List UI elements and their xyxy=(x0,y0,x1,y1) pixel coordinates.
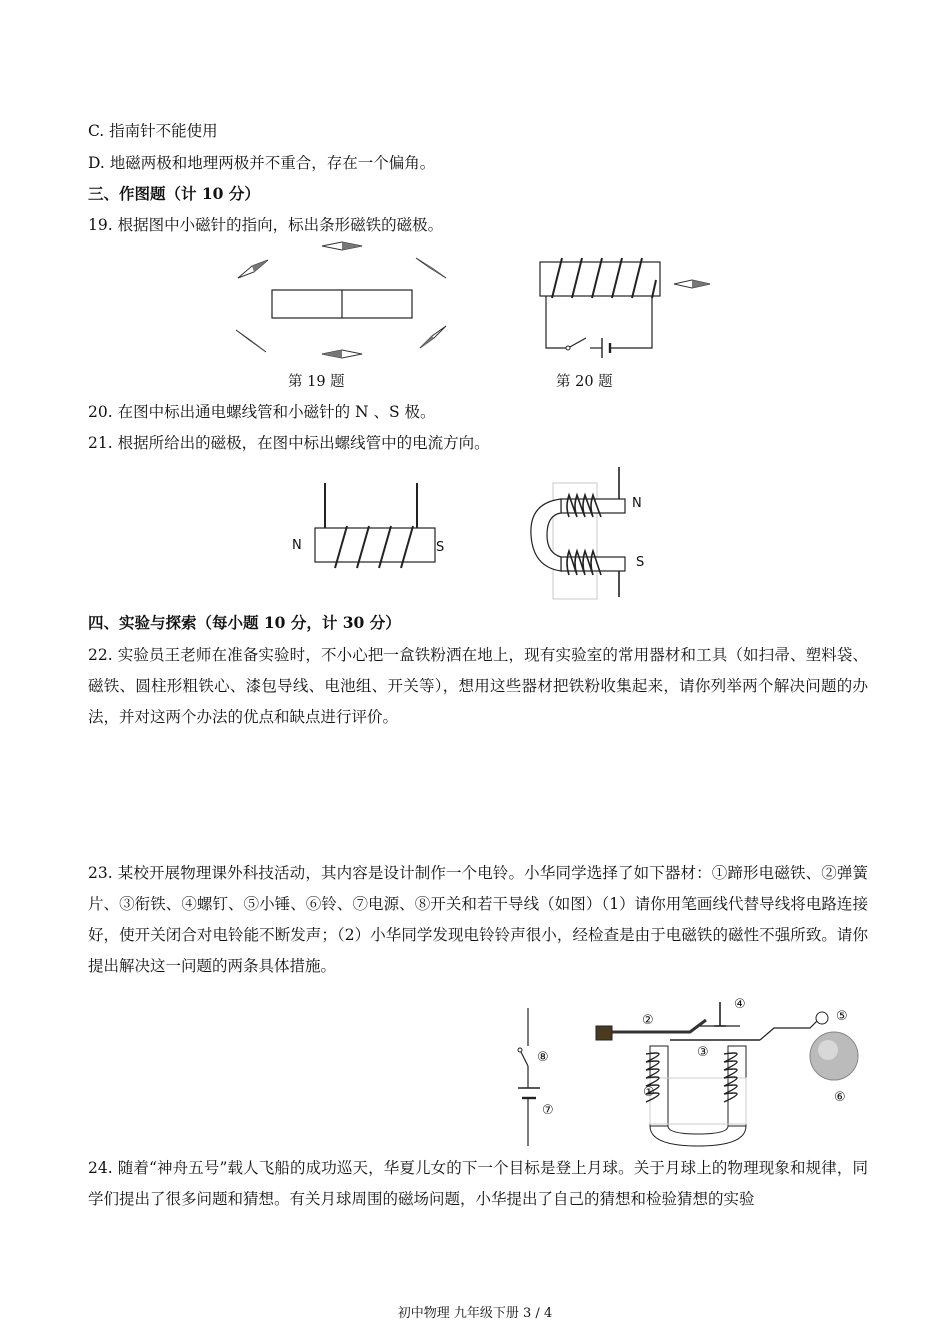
figure-19-bar-magnet xyxy=(230,238,460,363)
figure-20-caption: 第 20 题 xyxy=(556,374,613,390)
label-4: ④ xyxy=(734,997,746,1012)
label-6: ⑥ xyxy=(834,1090,846,1105)
page-footer: 初中物理 九年级下册 3 / 4 xyxy=(397,1306,553,1321)
label-s-left: S xyxy=(436,540,445,555)
label-n-right: N xyxy=(632,496,642,511)
label-1: ① xyxy=(643,1085,655,1100)
question-19-text: 19. 根据图中小磁针的指向，标出条形磁铁的磁极。 xyxy=(88,216,444,234)
label-2: ② xyxy=(642,1013,654,1028)
section-3-title: 三、作图题（计 10 分） xyxy=(88,184,260,203)
label-3: ③ xyxy=(697,1045,709,1060)
option-d: D. 地磁两极和地理两极并不重合，存在一个偏角。 xyxy=(88,154,436,172)
label-5: ⑤ xyxy=(836,1009,848,1024)
label-7: ⑦ xyxy=(542,1103,554,1118)
label-8: ⑧ xyxy=(537,1050,549,1065)
question-20-text: 20. 在图中标出通电螺线管和小磁针的 N 、S 极。 xyxy=(88,403,436,421)
figure-19-caption: 第 19 题 xyxy=(288,374,345,390)
label-n-left: N xyxy=(292,538,302,553)
label-s-right: S xyxy=(636,555,645,570)
figure-21-left-solenoid xyxy=(305,478,455,578)
figure-21-right-u-magnet xyxy=(525,463,645,603)
question-21-text: 21. 根据所给出的磁极，在图中标出螺线管中的电流方向。 xyxy=(88,434,490,452)
figure-23-bell-components xyxy=(510,998,870,1148)
option-c: C. 指南针不能使用 xyxy=(88,122,218,140)
question-24-text: 24. 随着“神舟五号”载人飞船的成功巡天，华夏儿女的下一个目标是登上月球。关于月球上的物理现象和规律，同学们提出了很多问题和猜想。有关月球周围的磁场问题，小华提出了自己的猜想和检验猜想的实验 xyxy=(88,1159,868,1208)
question-23-text: 23. 某校开展物理课外科技活动，其内容是设计制作一个电铃。小华同学选择了如下器材：①蹄形电磁铁、②弹簧片、③衔铁、④螺钉、⑤小锤、⑥铃、⑦电源、⑧开关和若干导线（如图）（1）请你用笔画线代替导线将电路连接好，使开关闭合对电铃能不断发声；（2）小华同学发现电铃铃声很小，经检查是由于电磁铁的磁性不强所致。请你提出解决这一问题的两条具体措施。 xyxy=(88,864,868,975)
question-22-text: 22. 实验员王老师在准备实验时，不小心把一盒铁粉洒在地上，现有实验室的常用器材和工具（如扫帚、塑料袋、磁铁、圆柱形粗铁心、漆包导线、电池组、开关等），想用这些器材把铁粉收集起来，请你列举两个解决问题的办法，并对这两个办法的优点和缺点进行评价。 xyxy=(88,646,868,726)
figure-20-solenoid-circuit xyxy=(530,250,720,360)
section-4-title: 四、实验与探索（每小题 10 分，计 30 分） xyxy=(88,613,401,632)
